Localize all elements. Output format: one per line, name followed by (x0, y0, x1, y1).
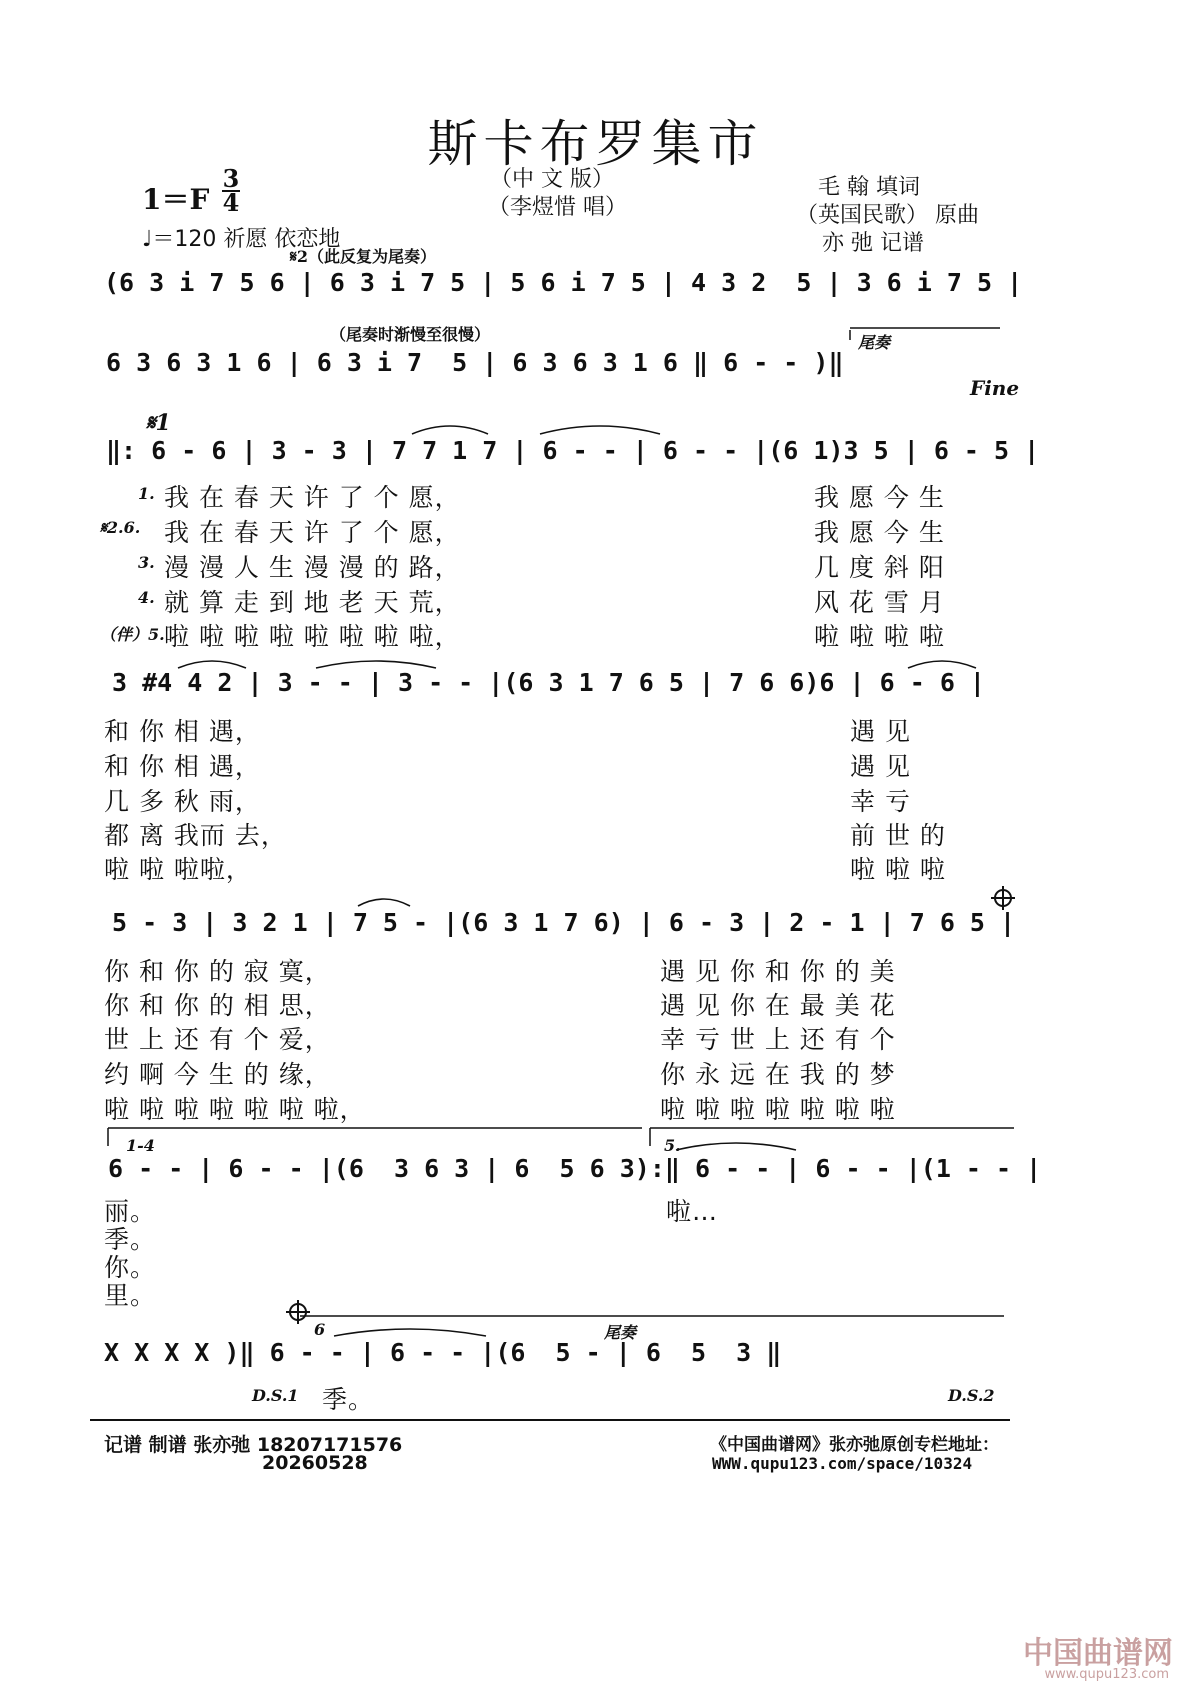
lyric-a-2: 我 在 春 天 许 了 个 愿， (164, 518, 461, 547)
lyric-a-4: 就 算 走 到 地 老 天 荒， (164, 588, 461, 617)
slowdown-note: （尾奏时渐慢至很慢） (330, 325, 491, 344)
lyric-b-1: 和 你 相 遇， (104, 717, 261, 746)
volta-1-4-label: 1-4 (126, 1136, 155, 1155)
verse-num-1: 1. (138, 484, 155, 503)
coda-label-2: 尾奏 (604, 1323, 637, 1342)
lyric-a-1: 我 在 春 天 许 了 个 愿， (164, 483, 461, 512)
lyric-c-end-1: 遇 见 你 和 你 的 美 (660, 957, 896, 986)
volta-6-label: 6 (314, 1320, 326, 1339)
lyric-b-4: 都 离 我而 去， (104, 821, 287, 850)
verse-num-5: （伴）5. (100, 625, 165, 644)
lyric-a-end-1: 我 愿 今 生 (814, 483, 945, 512)
lyric-d-1: 丽。 (104, 1197, 157, 1226)
lyric-e: 季。 (322, 1385, 375, 1414)
lyric-a-5: 啦 啦 啦 啦 啦 啦 啦 啦， (164, 622, 461, 651)
singer-label: （李煜惜 唱） (488, 195, 627, 220)
lyric-c-3: 世 上 还 有 个 爱， (104, 1025, 331, 1054)
lyric-a-3: 漫 漫 人 生 漫 漫 的 路， (164, 553, 461, 582)
lyric-c-end-2: 遇 见 你 在 最 美 花 (660, 991, 896, 1020)
lyric-a-end-5: 啦 啦 啦 啦 (814, 622, 945, 651)
version-label: （中 文 版） (490, 167, 614, 192)
lyric-d-2: 季。 (104, 1225, 157, 1254)
segno1-mark: 𝄋1 (146, 410, 171, 436)
score-line-7: X X X X )‖ 6 - - | 6 - - |(6 5 - | 6 5 3 ‖ (104, 1338, 782, 1367)
lyric-b-2: 和 你 相 遇， (104, 752, 261, 781)
verse-num-2: 𝄋2.6. (100, 518, 141, 537)
footer-site-label: 《中国曲谱网》张亦弛原创专栏地址： (710, 1435, 999, 1455)
lyric-c-end-4: 你 永 远 在 我 的 梦 (660, 1060, 896, 1089)
lyric-c-2: 你 和 你 的 相 思， (104, 991, 331, 1020)
lyric-c-5: 啦 啦 啦 啦 啦 啦 啦， (104, 1095, 366, 1124)
ds2-mark: D.S.2 (948, 1386, 995, 1405)
credit-transcriber: 亦 弛 记谱 (822, 231, 924, 256)
footer-date: 20260528 (262, 1452, 368, 1474)
tempo-marking: ♩＝120 祈愿 依恋地 (142, 227, 341, 252)
score-line-2: 6 3 6 3 1 6 | 6 3 i 7 5 | 6 3 6 3 1 6 ‖ 6 - - )‖ (106, 348, 844, 377)
lyric-a-end-3: 几 度 斜 阳 (814, 553, 945, 582)
page-title: 斯卡布罗集市 (427, 115, 764, 173)
score-line-1: (6 3 i 7 5 6 | 6 3 i 7 5 | 5 6 i 7 5 | 4 3 2 5 | 3 6 i 7 5 | (104, 268, 1023, 297)
lyric-c-end-5: 啦 啦 啦 啦 啦 啦 啦 (660, 1095, 896, 1124)
verse-num-4: 4. (138, 588, 155, 607)
verse-num-3: 3. (138, 553, 155, 572)
watermark-brand: 中国曲谱网 (1023, 1636, 1173, 1671)
time-bottom: 4 (222, 188, 240, 217)
watermark-url: www.qupu123.com (1044, 1667, 1169, 1682)
lyric-b-end-3: 幸 亏 (850, 787, 911, 816)
lyric-b-end-5: 啦 啦 啦 (850, 855, 946, 884)
key-signature: 1＝F (142, 183, 210, 216)
coda-sign-2 (286, 1300, 310, 1324)
lyric-d-5: 啦… (666, 1197, 719, 1226)
lyric-d-4: 里。 (104, 1281, 157, 1310)
time-top: 3 (222, 164, 240, 193)
score-line-4: 3 #4 4 2 | 3 - - | 3 - - |(6 3 1 7 6 5 | 7 6 6)6 | 6 - 6 | (112, 668, 985, 697)
coda-label: 尾奏 (858, 333, 891, 352)
lyric-b-end-1: 遇 见 (850, 717, 911, 746)
footer-url: WWW.qupu123.com/space/10324 (712, 1454, 973, 1473)
lyric-c-1: 你 和 你 的 寂 寞， (104, 957, 331, 986)
score-line-6: 6 - - | 6 - - |(6 3 6 3 | 6 5 6 3):‖ 6 - - | 6 - - |(1 - - | (108, 1154, 1042, 1183)
credit-lyricist: 毛 翰 填词 (818, 175, 920, 200)
footer-transcriber: 记谱 制谱 张亦弛 18207171576 (104, 1434, 403, 1456)
coda-sign-1 (991, 886, 1015, 910)
ds1-mark: D.S.1 (252, 1386, 299, 1405)
lyric-c-4: 约 啊 今 生 的 缘， (104, 1060, 331, 1089)
lyric-c-end-3: 幸 亏 世 上 还 有 个 (660, 1025, 896, 1054)
lyric-d-3: 你。 (104, 1253, 157, 1282)
lyric-b-5: 啦 啦 啦啦， (104, 855, 252, 884)
segno2-note: 𝄋2（此反复为尾奏） (290, 247, 437, 266)
lyric-a-end-2: 我 愿 今 生 (814, 518, 945, 547)
fine-mark: Fine (970, 376, 1020, 400)
lyric-b-end-4: 前 世 的 (850, 821, 946, 850)
volta-5-label: 5. (664, 1136, 681, 1155)
lyric-b-end-2: 遇 见 (850, 752, 911, 781)
score-line-3: ‖: 6 - 6 | 3 - 3 | 7 7 1 7 | 6 - - | 6 - - |(6 1)3 5 | 6 - 5 | (106, 436, 1040, 465)
lyric-a-end-4: 风 花 雪 月 (814, 588, 945, 617)
lyric-b-3: 几 多 秋 雨， (104, 787, 261, 816)
score-line-5: 5 - 3 | 3 2 1 | 7 5 - |(6 3 1 7 6) | 6 - 3 | 2 - 1 | 7 6 5 | (112, 908, 1016, 937)
credit-composer: （英国民歌） 原曲 (796, 203, 979, 228)
